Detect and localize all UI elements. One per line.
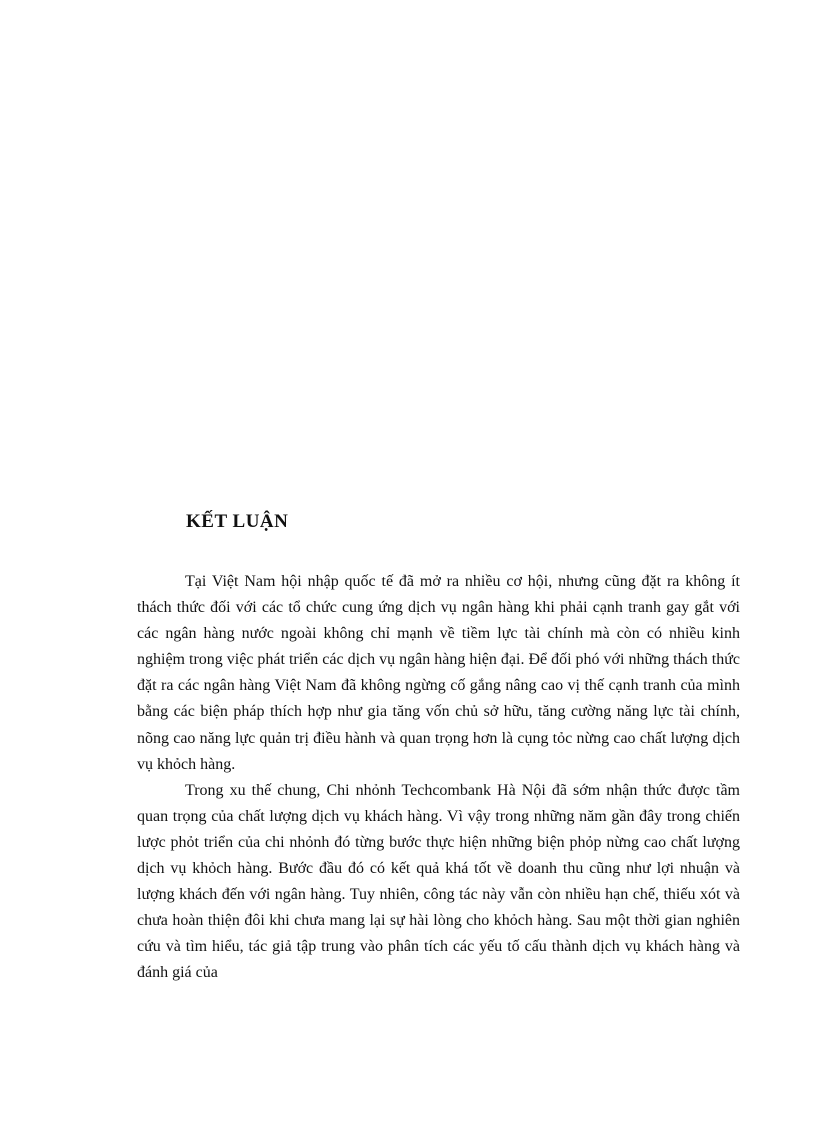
paragraph-2: Trong xu thế chung, Chi nhỏnh Techcombank Hà Nội đã sớm nhận thức được tầm quan trọng của chất lượng dịch vụ khách hàng. Vì vậy trong những năm gần đây trong chiến lược phỏt triển của chi nhỏnh đó từng bước thực hiện những biện phỏp nừng cao chất lượng dịch vụ khỏch hàng. Bước đầu đó có kết quả khá tốt về doanh thu cũng như lợi nhuận và lượng khách đến với ngân hàng. Tuy nhiên, công tác này vẫn còn nhiều hạn chế, thiếu xót và chưa hoàn thiện đôi khi chưa mang lại sự hài lòng cho khỏch hàng. Sau một thời gian nghiên cứu và tìm hiểu, tác giả tập trung vào phân tích các yếu tố cấu thành dịch vụ khách hàng và đánh giá của (137, 781, 740, 982)
paragraph-1: Tại Việt Nam hội nhập quốc tế đã mở ra nhiều cơ hội, nhưng cũng đặt ra không ít thách thức đối với các tổ chức cung ứng dịch vụ ngân hàng khi phải cạnh tranh gay gắt với các ngân hàng nước ngoài không chỉ mạnh về tiềm lực tài chính mà còn có nhiều kinh nghiệm trong việc phát triển các dịch vụ ngân hàng hiện đại. Để đối phó với những thách thức đặt ra các ngân hàng Việt Nam đã không ngừng cố gắng nâng cao vị thế cạnh tranh của mình bằng các biện pháp thích hợp như gia tăng vốn chủ sở hữu, tăng cường năng lực tài chính, nõng cao năng lực quản trị điều hành và quan trọng hơn là cụng tỏc nừng cao chất lượng dịch vụ khỏch hàng. (137, 573, 740, 773)
section-heading: KẾT LUẬN (186, 511, 289, 532)
body-text (137, 569, 740, 987)
